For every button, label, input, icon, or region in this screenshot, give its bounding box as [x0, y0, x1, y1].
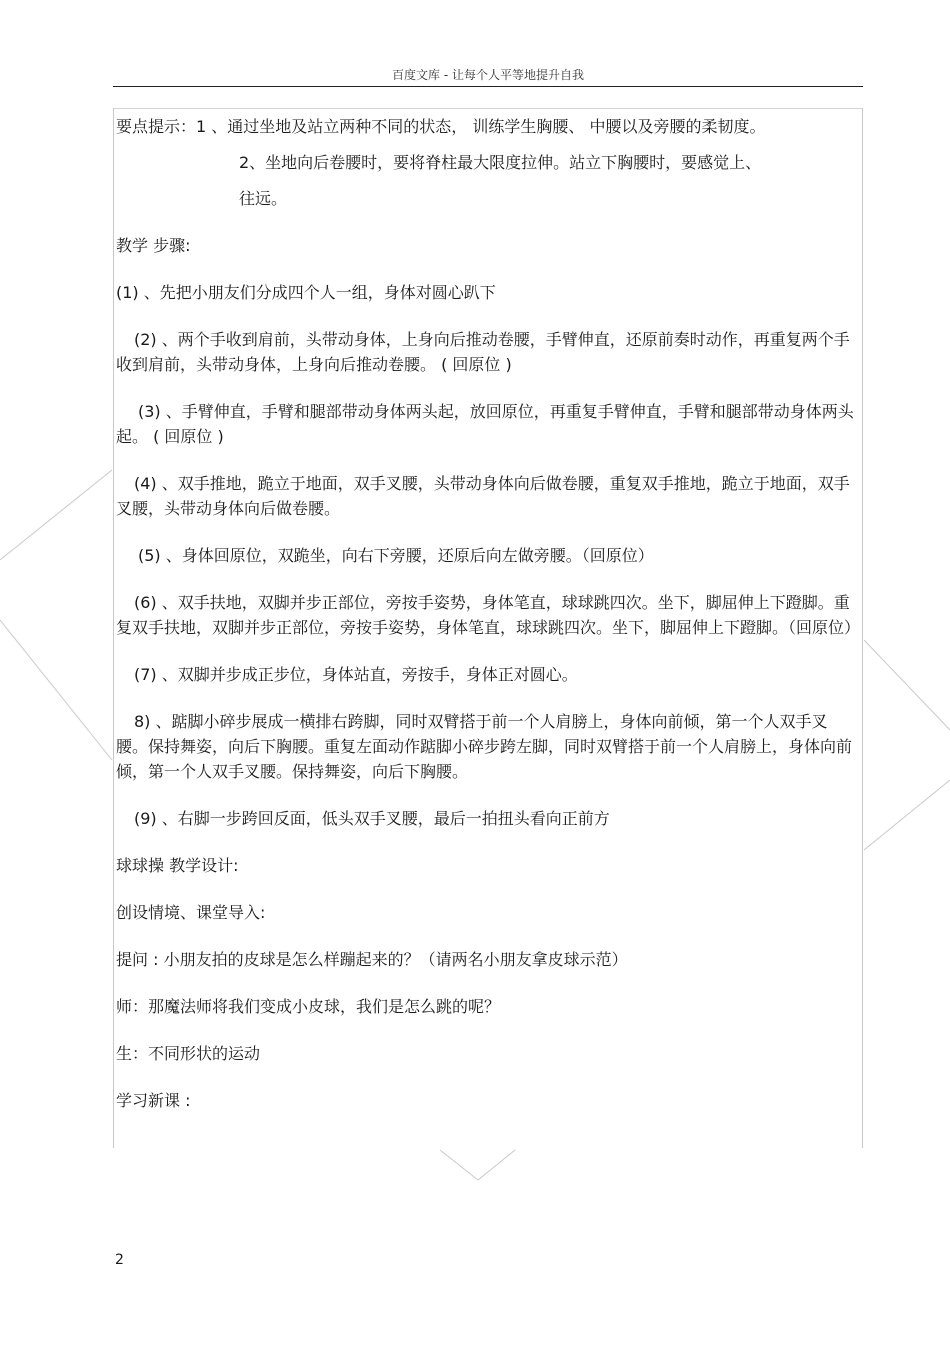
- step-3: (3) 、手臂伸直，手臂和腿部带动身体两头起，放回原位，再重复手臂伸直，手臂和腿部带动身体两头起。 ( 回原位 ): [116, 402, 854, 446]
- key-point-1: 1 、通过坐地及站立两种不同的状态， 训练学生胸腰、 中腰以及旁腰的柔韧度。: [196, 117, 766, 136]
- step-5: (5) 、身体回原位，双跪坐，向右下旁腰，还原后向左做旁腰。（回原位）: [138, 546, 654, 565]
- watermark-line: [864, 780, 950, 850]
- step-1: (1) 、先把小朋友们分成四个人一组，身体对圆心趴下: [116, 283, 496, 302]
- step-9: (9) 、右脚一步跨回反面，低头双手叉腰，最后一拍扭头看向正前方: [134, 809, 610, 828]
- key-point-2: 2、坐地向后卷腰时，要将脊柱最大限度拉伸。站立下胸腰时，要感觉上、: [239, 153, 762, 172]
- watermark-line: [0, 620, 112, 760]
- step-8: 8) 、踮脚小碎步展成一横排右跨脚，同时双臂搭于前一个人肩膀上，身体向前倾，第一个人双手叉腰。保持舞姿，向后下胸腰。重复左面动作踮脚小碎步跨左脚，同时双臂搭于前一个人肩膀上，身体向前倾，第一个人双手叉腰。保持舞姿，向后下胸腰。: [116, 712, 853, 781]
- intro-heading: 创设情境、课堂导入:: [116, 903, 266, 922]
- step-6: (6) 、双手扶地，双脚并步正部位，旁按手姿势，身体笔直，球球跳四次。坐下，脚屈伸上下蹬脚。重复双手扶地，双脚并步正部位，旁按手姿势，身体笔直，球球跳四次。坐下，脚屈伸上下蹬脚。（回原位）: [116, 593, 861, 637]
- key-points-label: 要点提示：: [116, 117, 197, 136]
- watermark-line: [864, 640, 950, 730]
- step-2: (2) 、两个手收到肩前，头带动身体，上身向后推动卷腰，手臂伸直，还原前奏时动作，再重复两个手收到肩前，头带动身体，上身向后推动卷腰。 ( 回原位 ): [116, 330, 850, 374]
- page-number: 2: [115, 1252, 124, 1268]
- key-point-2-continued: 往远。: [239, 189, 288, 208]
- new-lesson-heading: 学习新课 :: [116, 1091, 191, 1110]
- page-header: 百度文库 - 让每个人平等地提升自我: [392, 68, 584, 82]
- question-line: 提问 : 小朋友拍的皮球是怎么样蹦起来的？（请两名小朋友拿皮球示范）: [116, 950, 628, 969]
- teacher-line: 师：那魔法师将我们变成小皮球，我们是怎么跳的呢？: [116, 997, 501, 1016]
- steps-heading: 教学 步骤:: [116, 236, 191, 255]
- key-points-line-1: [116, 114, 856, 139]
- step-7: (7) 、双脚并步成正步位，身体站直，旁按手，身体正对圆心。: [134, 665, 578, 684]
- watermark-line: [478, 1150, 515, 1180]
- design-heading: 球球操 教学设计:: [116, 856, 239, 875]
- student-line: 生：不同形状的运动: [116, 1044, 261, 1063]
- watermark-line: [0, 470, 112, 560]
- document-body: [116, 114, 861, 1113]
- step-4: (4) 、双手推地，跪立于地面，双手叉腰，头带动身体向后做卷腰，重复双手推地，跪立于地面，双手叉腰，头带动身体向后做卷腰。: [116, 474, 850, 518]
- watermark-line: [440, 1150, 478, 1180]
